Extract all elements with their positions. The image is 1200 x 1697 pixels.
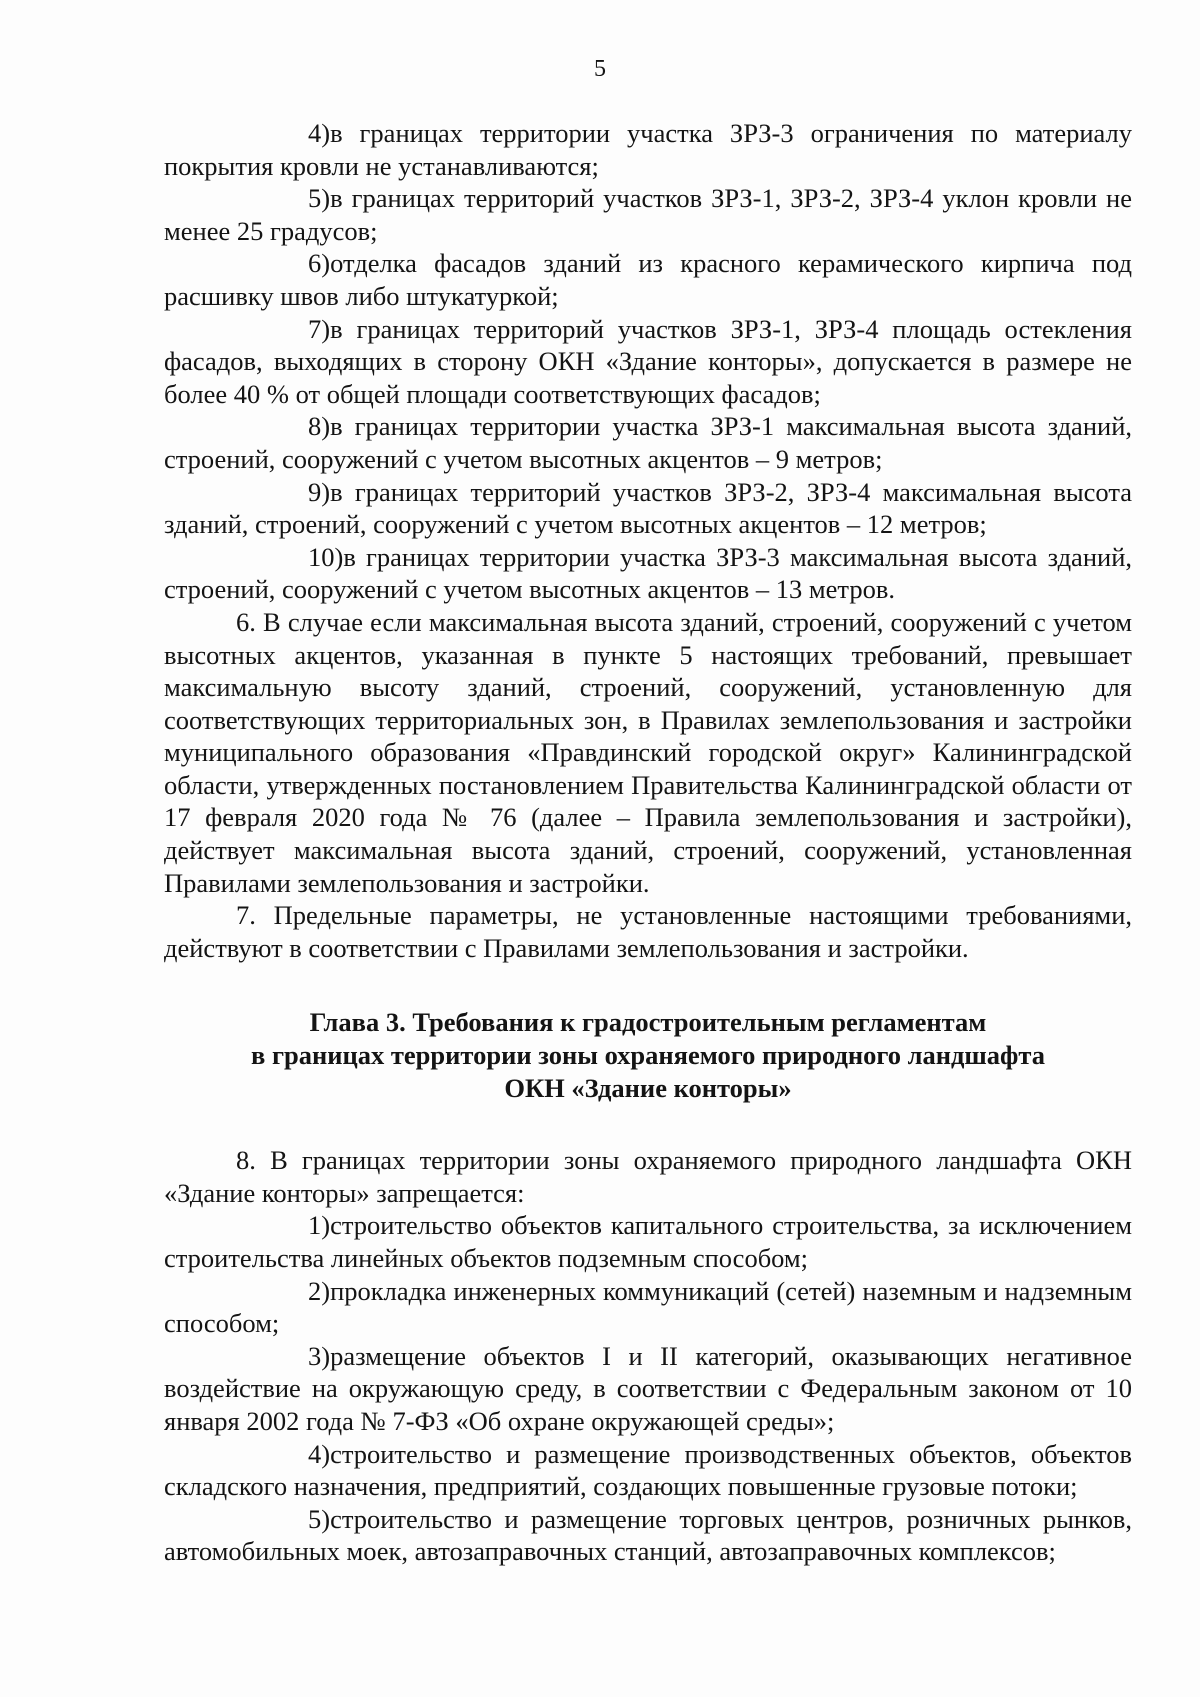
list-item	[164, 1340, 1132, 1438]
list-item	[164, 1438, 1132, 1503]
list-item-text: в границах территорий участков ЗРЗ-2, ЗРЗ-4 максимальная высота зданий, строений, сооружений с учетом высотных акцентов – 12 метров;	[164, 476, 1132, 540]
list-item	[164, 410, 1132, 475]
list-item	[164, 313, 1132, 411]
list-item	[164, 117, 1132, 182]
list-item	[164, 1503, 1132, 1568]
chapter-title-line: в границах территории зоны охраняемого природного ландшафта	[251, 1040, 1045, 1071]
document-body	[164, 117, 1132, 1568]
list-item-number: 5)	[308, 183, 331, 214]
list-item-number: 4)	[308, 1438, 331, 1469]
list-item	[164, 541, 1132, 606]
paragraph-6: 6. В случае если максимальная высота зданий, строений, сооружений с учетом высотных акцентов, указанная в пункте 5 настоящих требований, превышает максимальную высоту зданий, строений, сооружений, установленную для соответствующих территориальных зон, в Правилах землепользования и застройки муниципального образования «Правдинский городской округ» Калининградской области, утвержденных постановлением Правительства Калининградской области от 17 февраля 2020 года № 76 (далее – Правила землепользования и застройки), действует максимальная высота зданий, строений, сооружений, установленная Правилами землепользования и застройки.	[164, 606, 1132, 898]
list-item-text: прокладка инженерных коммуникаций (сетей) наземным и надземным способом;	[164, 1275, 1132, 1339]
list-item-text: строительство и размещение торговых центров, розничных рынков, автомобильных моек, автозаправочных станций, автозаправочных комплексов;	[164, 1503, 1132, 1567]
list-item-number: 2)	[308, 1275, 331, 1306]
list-item-text: в границах территории участка ЗРЗ-3 ограничения по материалу покрытия кровли не устанавливаются;	[164, 118, 1132, 181]
list-item-text: строительство объектов капитального строительства, за исключением строительства линейных объектов подземным способом;	[164, 1210, 1132, 1273]
list-item	[164, 247, 1132, 312]
list-item-text: отделка фасадов зданий из красного керамического кирпича под расшивку швов либо штукатуркой;	[164, 248, 1132, 311]
list-item-number: 8)	[308, 411, 331, 442]
list-item-text: в границах территорий участков ЗРЗ-1, ЗРЗ-2, ЗРЗ-4 уклон кровли не менее 25 градусов;	[164, 183, 1132, 246]
list-item-number: 4)	[308, 118, 331, 148]
list-item-text: размещение объектов I и II категорий, оказывающих негативное воздействие на окружающую среду, в соответствии с Федеральным законом от 10 января 2002 года № 7-ФЗ «Об охране окружающей среды»;	[164, 1340, 1132, 1436]
chapter-title	[164, 1006, 1132, 1104]
list-item	[164, 1209, 1132, 1274]
list-item	[164, 182, 1132, 247]
list-item-text: в границах территорий участков ЗРЗ-1, ЗРЗ-4 площадь остекления фасадов, выходящих в сторону ОКН «Здание конторы», допускается в размере не более 40 % от общей площади соответствующих фасадов;	[164, 313, 1132, 409]
list-item	[164, 476, 1132, 541]
list-item-text: в границах территории участка ЗРЗ-1 максимальная высота зданий, строений, сооружений с учетом высотных акцентов – 9 метров;	[164, 411, 1132, 474]
list-item-text: в границах территории участка ЗРЗ-3 максимальная высота зданий, строений, сооружений с учетом высотных акцентов – 13 метров.	[164, 541, 1132, 605]
list-item-number: 1)	[308, 1210, 331, 1241]
paragraph-7: 7. Предельные параметры, не установленные настоящими требованиями, действуют в соответствии с Правилами землепользования и застройки.	[164, 900, 1132, 963]
list-item-number: 6)	[308, 248, 331, 279]
list-item-number: 9)	[308, 476, 331, 507]
list-item-number: 5)	[308, 1503, 331, 1534]
list-item-number: 3)	[308, 1340, 331, 1371]
list-item-number: 7)	[308, 313, 331, 344]
chapter-title-line: ОКН «Здание конторы»	[504, 1072, 792, 1103]
page-number: 5	[594, 56, 606, 82]
list-item-text: строительство и размещение производственных объектов, объектов складского назначения, предприятий, создающих повышенные грузовые потоки;	[164, 1438, 1132, 1502]
chapter-title-line: Глава 3. Требования к градостроительным регламентам	[309, 1007, 987, 1038]
list-item	[164, 1275, 1132, 1340]
paragraph-8: 8. В границах территории зоны охраняемого природного ландшафта ОКН «Здание конторы» запрещается:	[164, 1145, 1132, 1208]
list-item-number: 10)	[308, 541, 344, 572]
